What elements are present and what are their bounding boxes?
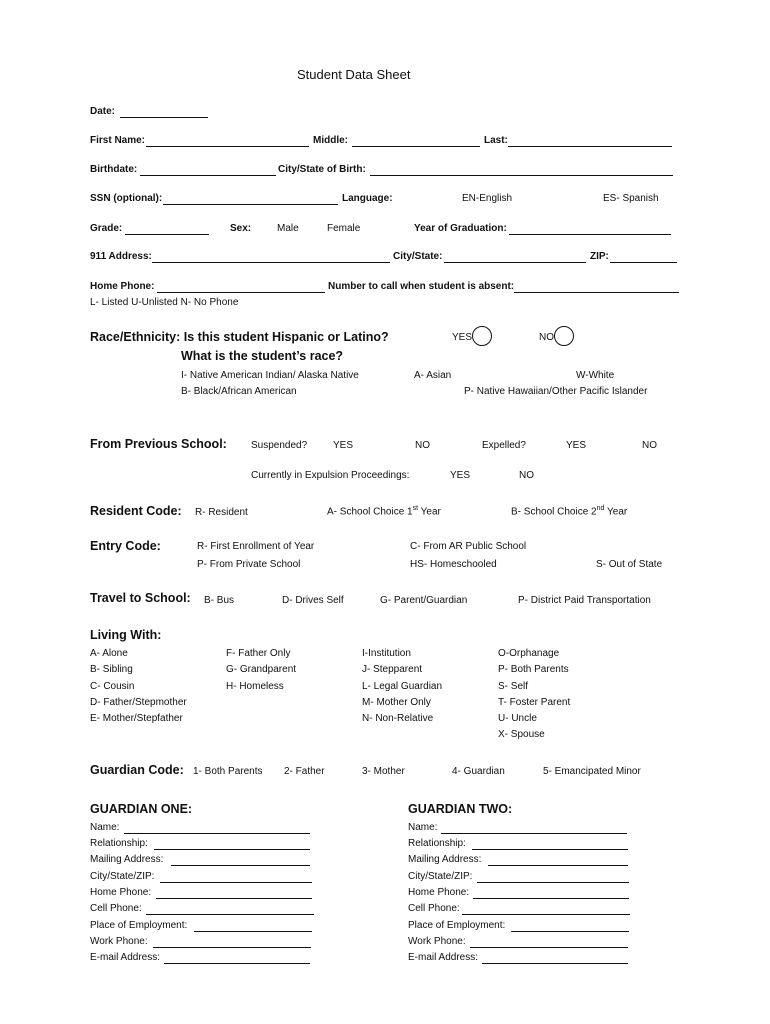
travel-option-d[interactable]: D- Drives Self (282, 595, 344, 606)
guardian-two-mailing-field[interactable] (488, 865, 628, 866)
city-state-label: City/State: (393, 251, 443, 262)
entry-option-r[interactable]: R- First Enrollment of Year (197, 541, 315, 552)
sex-female-option[interactable]: Female (327, 223, 361, 234)
guardian-two-homephone-label: Home Phone: (408, 887, 470, 898)
resident-option-b[interactable]: B- School Choice 2nd Year (511, 505, 628, 518)
suspended-yes-option[interactable]: YES (333, 440, 354, 451)
living-option[interactable]: S- Self (498, 681, 529, 692)
resident-code-heading: Resident Code: (90, 504, 182, 518)
guardian-one-homephone-field[interactable] (156, 898, 312, 899)
ssn-field[interactable] (163, 204, 338, 205)
travel-option-g[interactable]: G- Parent/Guardian (380, 595, 468, 606)
expelled-yes-option[interactable]: YES (566, 440, 587, 451)
entry-option-p[interactable]: P- From Private School (197, 559, 301, 570)
last-field[interactable] (508, 146, 672, 147)
absent-number-label: Number to call when student is absent: (328, 281, 515, 292)
living-option[interactable]: E- Mother/Stepfather (90, 713, 183, 724)
sex-label: Sex: (230, 223, 252, 234)
page-title: Student Data Sheet (297, 67, 411, 82)
guardian-one-cellphone-field[interactable] (146, 914, 314, 915)
birthdate-label: Birthdate: (90, 164, 138, 175)
expulsion-yes-option[interactable]: YES (450, 470, 471, 481)
year-graduation-label: Year of Graduation: (414, 223, 507, 234)
year-graduation-field[interactable] (509, 234, 671, 235)
guardian-one-employment-field[interactable] (194, 931, 312, 932)
expelled-label: Expelled? (482, 440, 526, 451)
living-option[interactable]: B- Sibling (90, 664, 133, 675)
home-phone-label: Home Phone: (90, 281, 155, 292)
first-name-label: First Name: (90, 135, 146, 146)
living-option[interactable]: J- Stepparent (362, 664, 423, 675)
home-phone-field[interactable] (157, 292, 325, 293)
living-option[interactable]: I-Institution (362, 648, 411, 659)
guardian-code-option-3[interactable]: 3- Mother (362, 766, 405, 777)
guardian-one-city-label: City/State/ZIP: (90, 871, 155, 882)
hispanic-no-circle[interactable] (554, 326, 574, 346)
guardian-one-homephone-label: Home Phone: (90, 887, 152, 898)
living-option[interactable]: C- Cousin (90, 681, 135, 692)
guardian-one-email-label: E-mail Address: (90, 952, 161, 963)
living-option[interactable]: T- Foster Parent (498, 697, 571, 708)
guardian-two-email-label: E-mail Address: (408, 952, 479, 963)
hispanic-yes-label: YES (452, 332, 473, 343)
guardian-code-option-5[interactable]: 5- Emancipated Minor (543, 766, 641, 777)
guardian-code-heading: Guardian Code: (90, 763, 184, 777)
guardian-one-relationship-field[interactable] (154, 849, 310, 850)
absent-number-field[interactable] (514, 292, 679, 293)
guardian-one-cellphone-label: Cell Phone: (90, 903, 142, 914)
expelled-no-option[interactable]: NO (642, 440, 657, 451)
expulsion-label: Currently in Expulsion Proceedings: (251, 470, 410, 481)
guardian-one-city-field[interactable] (160, 882, 312, 883)
guardian-two-relationship-label: Relationship: (408, 838, 466, 849)
guardian-two-cellphone-label: Cell Phone: (408, 903, 460, 914)
living-option[interactable]: N- Non-Relative (362, 713, 434, 724)
resident-option-a[interactable]: A- School Choice 1st Year (327, 505, 441, 518)
guardian-two-name-label: Name: (408, 822, 438, 833)
birthdate-field[interactable] (140, 175, 276, 176)
living-option[interactable]: D- Father/Stepmother (90, 697, 187, 708)
guardian-two-workphone-label: Work Phone: (408, 936, 466, 947)
guardian-two-city-label: City/State/ZIP: (408, 871, 473, 882)
guardian-one-mailing-label: Mailing Address: (90, 854, 164, 865)
living-option[interactable]: U- Uncle (498, 713, 537, 724)
ssn-label: SSN (optional): (90, 193, 163, 204)
travel-heading: Travel to School: (90, 591, 191, 605)
guardian-two-relationship-field[interactable] (472, 849, 628, 850)
city-state-birth-field[interactable] (370, 175, 673, 176)
expulsion-no-option[interactable]: NO (519, 470, 534, 481)
guardian-one-workphone-label: Work Phone: (90, 936, 148, 947)
living-option[interactable]: G- Grandparent (226, 664, 297, 675)
entry-option-c[interactable]: C- From AR Public School (410, 541, 527, 552)
zip-label: ZIP: (590, 251, 609, 262)
guardian-two-workphone-field[interactable] (470, 947, 628, 948)
living-option[interactable]: L- Legal Guardian (362, 681, 443, 692)
race-question: What is the student’s race? (181, 349, 344, 363)
guardian-one-name-label: Name: (90, 822, 120, 833)
race-option-a[interactable]: A- Asian (414, 370, 452, 381)
race-option-p[interactable]: P- Native Hawaiian/Other Pacific Islander (464, 386, 648, 397)
address-911-field[interactable] (152, 262, 390, 263)
date-field[interactable] (120, 117, 208, 118)
guardian-two-name-field[interactable] (441, 833, 627, 834)
race-option-b[interactable]: B- Black/African American (181, 386, 297, 397)
guardian-two-city-field[interactable] (477, 882, 629, 883)
resident-option-r[interactable]: R- Resident (195, 507, 248, 518)
guardian-two-homephone-field[interactable] (473, 898, 629, 899)
living-option[interactable]: F- Father Only (226, 648, 291, 659)
phone-codes-note: L- Listed U-Unlisted N- No Phone (90, 297, 239, 308)
hispanic-yes-circle[interactable] (472, 326, 492, 346)
previous-school-heading: From Previous School: (90, 437, 227, 451)
entry-option-hs[interactable]: HS- Homeschooled (410, 559, 497, 570)
grade-field[interactable] (125, 234, 209, 235)
guardian-one-mailing-field[interactable] (171, 865, 310, 866)
date-label: Date: (90, 106, 116, 117)
guardian-two-employment-label: Place of Employment: (408, 920, 506, 931)
living-option[interactable]: P- Both Parents (498, 664, 569, 675)
guardian-one-workphone-field[interactable] (153, 947, 311, 948)
language-label: Language: (342, 193, 393, 204)
language-es-option[interactable]: ES- Spanish (603, 193, 659, 204)
grade-label: Grade: (90, 223, 123, 234)
travel-option-p[interactable]: P- District Paid Transportation (518, 595, 651, 606)
guardian-two-email-field[interactable] (482, 963, 628, 964)
race-option-w[interactable]: W-White (576, 370, 615, 381)
guardian-one-name-field[interactable] (124, 833, 310, 834)
living-option[interactable]: O-Orphanage (498, 648, 560, 659)
guardian-two-mailing-label: Mailing Address: (408, 854, 482, 865)
guardian-two-employment-field[interactable] (511, 931, 629, 932)
city-state-birth-label: City/State of Birth: (278, 164, 366, 175)
first-name-field[interactable] (146, 146, 309, 147)
guardian-one-relationship-label: Relationship: (90, 838, 148, 849)
guardian-two-heading: GUARDIAN TWO: (408, 802, 513, 816)
last-label: Last: (484, 135, 508, 146)
living-with-heading: Living With: (90, 628, 162, 642)
race-option-i[interactable]: I- Native American Indian/ Alaska Native (181, 370, 359, 381)
entry-option-s[interactable]: S- Out of State (596, 559, 663, 570)
living-option[interactable]: A- Alone (90, 648, 128, 659)
guardian-one-email-field[interactable] (164, 963, 310, 964)
living-option[interactable]: M- Mother Only (362, 697, 431, 708)
travel-option-b[interactable]: B- Bus (204, 595, 235, 606)
zip-field[interactable] (610, 262, 677, 263)
suspended-no-option[interactable]: NO (415, 440, 430, 451)
language-en-option[interactable]: EN-English (462, 193, 513, 204)
hispanic-no-label: NO (539, 332, 554, 343)
guardian-code-option-1[interactable]: 1- Both Parents (193, 766, 263, 777)
living-option[interactable]: X- Spouse (498, 729, 545, 740)
middle-field[interactable] (352, 146, 480, 147)
address-911-label: 911 Address: (90, 251, 152, 262)
guardian-one-heading: GUARDIAN ONE: (90, 802, 193, 816)
guardian-two-cellphone-field[interactable] (462, 914, 630, 915)
living-option[interactable]: H- Homeless (226, 681, 284, 692)
guardian-code-option-2[interactable]: 2- Father (284, 766, 325, 777)
suspended-label: Suspended? (251, 440, 308, 451)
guardian-code-option-4[interactable]: 4- Guardian (452, 766, 505, 777)
guardian-one-employment-label: Place of Employment: (90, 920, 188, 931)
entry-code-heading: Entry Code: (90, 539, 161, 553)
city-state-field[interactable] (444, 262, 586, 263)
race-heading: Race/Ethnicity: Is this student Hispanic or Latino? (90, 330, 389, 344)
middle-label: Middle: (313, 135, 348, 146)
sex-male-option[interactable]: Male (277, 223, 299, 234)
